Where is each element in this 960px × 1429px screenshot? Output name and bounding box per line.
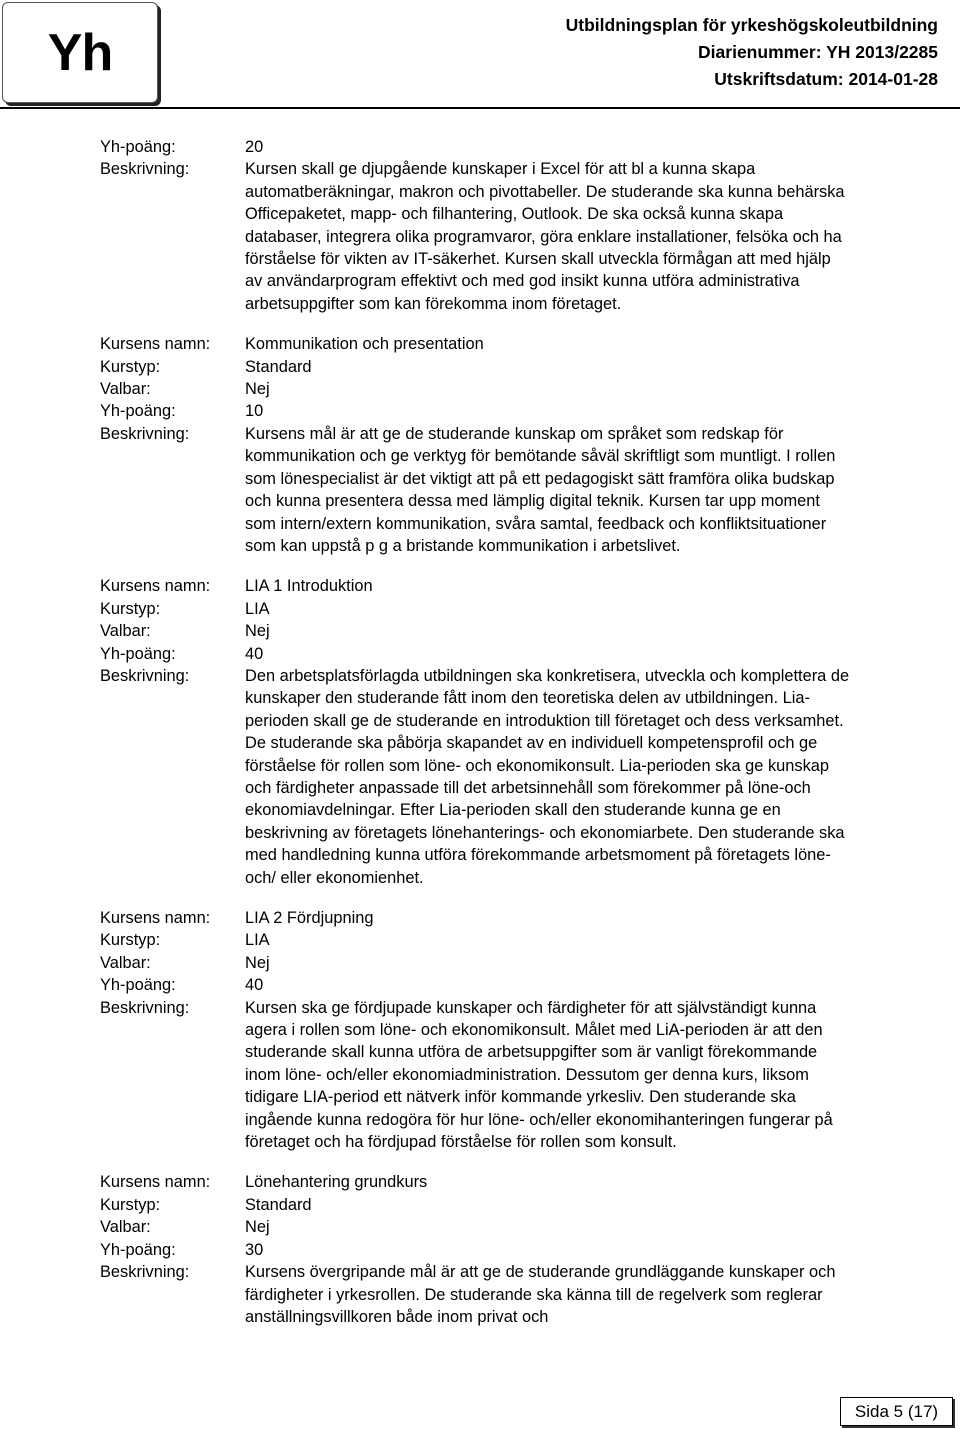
optional-row	[100, 620, 960, 642]
type-label: Kurstyp:	[100, 599, 161, 618]
points-row	[100, 136, 960, 158]
optional-label: Valbar:	[100, 1218, 151, 1237]
description-label: Beskrivning:	[100, 424, 190, 443]
points-label: Yh-poäng:	[100, 1240, 176, 1259]
course-description: Den arbetsplatsförlagda utbildningen ska konkretisera, utveckla och komplettera de kunskaper den studerande fått inom den teoretiska delen av utbildningen. Lia- perioden skall ge de studerande en introduktion till företaget och dess verksamhet. De studerande ska påbörja skapandet av en individuell kompetensprofil och ge förståelse för rollen som löne- och ekonomikonsult. Lia-perioden ska ge kunskap och färdigheter anpassade till det arbetsinnehåll som förekommer på löne-och ekonomiavdelningar. Efter Lia-perioden skall den studerande kunna ge en beskrivning av företagets lönehanterings- och ekonomiarbete. Den studerande ska med handledning kunna utföra förekommande arbetsmoment på företagets löne- och/ eller ekonomienhet.	[245, 666, 850, 887]
optional-label: Valbar:	[100, 622, 151, 641]
type-row	[100, 356, 960, 378]
header-divider	[0, 107, 960, 109]
course-block	[100, 333, 960, 557]
course-block	[100, 575, 960, 889]
description-label: Beskrivning:	[100, 160, 190, 179]
course-points: 40	[245, 644, 264, 663]
course-points: 10	[245, 402, 264, 421]
course-type: Standard	[245, 357, 312, 376]
print-date: Utskriftsdatum: 2014-01-28	[714, 69, 938, 89]
points-label: Yh-poäng:	[100, 402, 176, 421]
type-row	[100, 598, 960, 620]
points-label: Yh-poäng:	[100, 644, 176, 663]
course-optional: Nej	[245, 1218, 270, 1237]
diarienummer: Diarienummer: YH 2013/2285	[698, 42, 938, 62]
document-title: Utbildningsplan för yrkeshögskoleutbildning	[565, 15, 938, 35]
course-points: 30	[245, 1240, 264, 1259]
page-number: Sida 5 (17)	[840, 1397, 953, 1426]
course-type: LIA	[245, 599, 270, 618]
description-row	[100, 665, 960, 889]
course-continued	[100, 136, 960, 315]
description-label: Beskrivning:	[100, 666, 190, 685]
optional-row	[100, 378, 960, 400]
course-description: Kursens mål är att ge de studerande kunskap om språket som redskap för kommunikation och ge verktyg för bemötande såväl skriftligt som muntligt. I rollen som lönespecialist är det viktigt att på ett pedagogiskt sätt framföra olika budskap och kunna presentera dessa med lämplig digital teknik. Kursen tar upp moment som intern/extern kommunikation, svåra samtal, feedback och konfliktsituationer som kan uppstå p g a bristande kommunikation i arbetslivet.	[245, 424, 836, 555]
course-optional: Nej	[245, 622, 270, 641]
course-name: Lönehantering grundkurs	[245, 1173, 428, 1192]
description-row	[100, 1261, 960, 1328]
course-block	[100, 1171, 960, 1328]
yh-logo: Yh	[2, 2, 158, 103]
description-label: Beskrivning:	[100, 1263, 190, 1282]
description-value: Kursen skall ge djupgående kunskaper i Excel för att bl a kunna skapa automatberäkningar, makron och pivottabeller. De studerande ska kunna behärska Officepaketet, mapp- och filhantering, Outlook. De ska också kunna skapa databaser, integrera olika programvaror, göra enklare installationer, felsöka och ha förståelse för vikten av IT-säkerhet. Kursen skall utveckla förmågan att med hjälp av användarprogram effektivt och med god insikt kunna utföra administrativa arbetsuppgifter som kan förekomma inom företaget.	[245, 160, 845, 313]
points-label: Yh-poäng:	[100, 138, 176, 156]
points-row	[100, 400, 960, 422]
name-label: Kursens namn:	[100, 1173, 211, 1192]
document-header	[566, 12, 938, 93]
course-name: Kommunikation och presentation	[245, 335, 484, 354]
course-block	[100, 907, 960, 1153]
name-row	[100, 1171, 960, 1193]
description-row	[100, 997, 960, 1154]
type-row	[100, 1194, 960, 1216]
optional-row	[100, 952, 960, 974]
course-name: LIA 2 Fördjupning	[245, 909, 374, 927]
description-label: Beskrivning:	[100, 998, 190, 1017]
course-description: Kursen ska ge fördjupade kunskaper och färdigheter för att självständigt kunna agera i rollen som löne- och ekonomikonsult. Målet med LiA-perioden är att den studerande skall kunna utföra de arbetsuppgifter som är vanligt förekommande inom löne- och/eller ekonomiadministration. Dessutom ger denna kurs, liksom tidigare LIA-period ett nätverk inför kommande yrkesliv. Den studerande ska ingående kunna redogöra för hur löne- och/eller ekonomihanteringen fungerar på företaget och ha fördjupad förståelse för rollen som konsult.	[245, 998, 833, 1152]
points-value: 20	[245, 138, 264, 156]
optional-row	[100, 1216, 960, 1238]
points-row	[100, 1239, 960, 1261]
course-type: Standard	[245, 1195, 312, 1214]
type-label: Kurstyp:	[100, 931, 161, 950]
course-name: LIA 1 Introduktion	[245, 577, 373, 596]
course-optional: Nej	[245, 953, 270, 972]
name-label: Kursens namn:	[100, 577, 211, 596]
name-row	[100, 333, 960, 355]
type-row	[100, 929, 960, 951]
course-optional: Nej	[245, 380, 270, 399]
optional-label: Valbar:	[100, 953, 151, 972]
course-list	[100, 136, 960, 1328]
points-label: Yh-poäng:	[100, 976, 176, 995]
points-row	[100, 643, 960, 665]
name-row	[100, 575, 960, 597]
type-label: Kurstyp:	[100, 357, 161, 376]
description-row	[100, 423, 960, 557]
type-label: Kurstyp:	[100, 1195, 161, 1214]
course-description: Kursens övergripande mål är att ge de studerande grundläggande kunskaper och färdigheter i yrkesrollen. De studerande ska känna till de regelverk som reglerar anställningsvillkoren både inom privat och	[245, 1263, 836, 1326]
optional-label: Valbar:	[100, 380, 151, 399]
name-row	[100, 907, 960, 929]
description-row	[100, 158, 960, 315]
course-type: LIA	[245, 931, 270, 950]
points-row	[100, 974, 960, 996]
name-label: Kursens namn:	[100, 335, 211, 354]
name-label: Kursens namn:	[100, 909, 211, 927]
course-points: 40	[245, 976, 264, 995]
